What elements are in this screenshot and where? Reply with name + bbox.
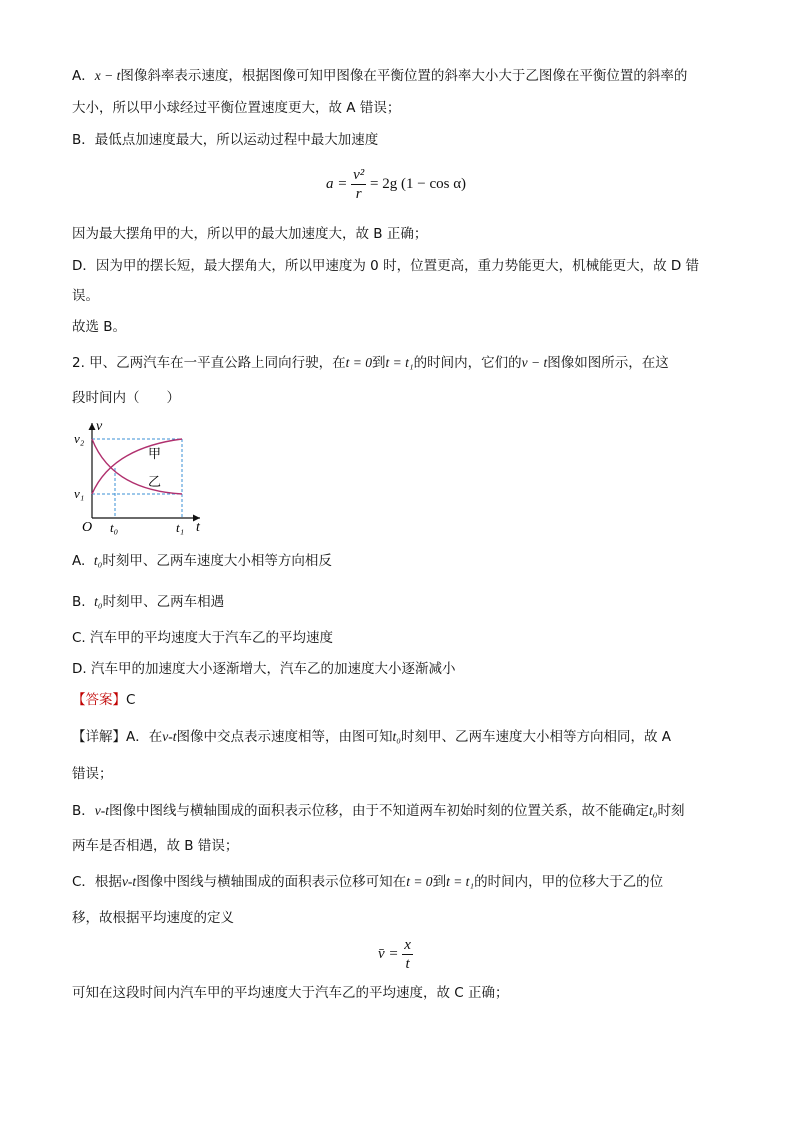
detail-a-text-b: 图像中交点表示速度相等，由图可知 [176,729,393,745]
option-a [72,551,332,571]
option-d-text: 汽车甲的加速度大小逐渐增大，汽车乙的加速度大小逐渐减小 [90,661,456,677]
avg-formula-denominator: t [405,956,410,972]
avg-formula-lhs: v̄ = [378,945,399,962]
formula-numerator: v² [353,167,365,183]
detail-c-text-a: C．根据 [72,874,122,890]
detail-c-text-c: 到 [432,874,447,890]
max-acceleration-formula [326,166,466,203]
avg-formula-fraction [402,936,413,973]
prev-a-text: 图像斜率表示速度，根据图像可知甲图像在平衡位置的斜率大小大于乙图像在平衡位置的斜率的 [120,68,688,84]
curve-jia [92,439,182,494]
option-a-math: t₀ [93,553,103,568]
vt-graph [72,418,212,538]
detail-b-text-a: B． [72,803,95,819]
option-a-text: 时刻甲、乙两车速度大小相等方向相反 [102,553,332,569]
prev-b-line2: 因为最大摆角甲的大，所以甲的最大加速度大，故 B 正确； [72,226,428,242]
t0-label: t₀ [110,520,119,535]
detail-b-math-vt: v-t [94,803,110,818]
detail-b-math-t0: t₀ [649,803,658,818]
formula-lhs: a = [326,175,348,192]
origin-label: O [82,520,93,535]
choose-answer: 故选 B。 [72,319,127,335]
prev-d-line2: 误。 [72,288,99,304]
q2-text-d: 图像如图所示，在这 [547,355,669,371]
prev-b-line1: B．最低点加速度最大，所以运动过程中最大加速度 [72,132,379,148]
q2-math-t1: t = t₁ [385,355,414,370]
option-a-letter: A. [72,553,86,569]
detail-b-line2: 两车是否相遇，故 B 错误； [72,838,239,854]
option-c-text: 汽车甲的平均速度大于汽车乙的平均速度 [90,630,334,646]
prev-a-line1 [72,66,687,86]
q2-text-c: 的时间内，它们的 [413,355,522,371]
detail-c-math-vt: v-t [121,874,137,889]
formula-denominator: r [355,186,362,202]
option-c [72,628,333,648]
option-d [72,659,455,679]
prev-a-math: x − t [94,68,121,83]
detail-c-line3: 可知在这段时间内汽车甲的平均速度大于汽车乙的平均速度，故 C 正确； [72,985,509,1001]
detail-b-line1 [72,801,684,821]
curve-yi-label: 乙 [148,474,162,489]
detail-c-text-b: 图像中图线与横轴围成的面积表示位移可知在 [136,874,407,890]
q2-math-vt: v − t [521,355,548,370]
prev-a-label: A． [72,68,95,84]
detail-c-line1 [72,872,663,892]
option-b-letter: B. [72,594,86,610]
q2-text-b: 到 [372,355,386,371]
formula-rhs: = 2g (1 − cos α) [370,175,467,192]
prev-d-line1: D．因为甲的摆长短，最大摆角大，所以甲速度为 0 时，位置更高，重力势能更大，机械能更大，故 D 错 [72,258,700,274]
v2-label: v₂ [74,431,85,446]
question-2-line2: 段时间内（ ） [72,390,180,406]
option-c-letter: C. [72,630,86,646]
detail-b-text-c: 时刻 [657,803,685,819]
avg-formula-numerator: x [404,937,411,953]
detail-a-text-a: A．在 [126,729,163,745]
v1-label: v₁ [74,486,85,501]
answer-tag: 【答案】 [72,692,126,708]
option-b-math: t₀ [94,594,103,609]
t-axis-label: t [196,520,200,535]
detail-c-text-d: 的时间内，甲的位移大于乙的位 [474,874,664,890]
v-axis-label: v [96,419,103,434]
option-b [72,592,224,612]
prev-a-line2: 大小，所以甲小球经过平衡位置速度更大，故 A 错误； [72,100,401,116]
detail-b-text-b: 图像中图线与横轴围成的面积表示位移，由于不知道两车初始时刻的位置关系，故不能确定 [109,803,650,819]
q2-math-t0: t = 0 [345,355,373,370]
detail-c-math-t0: t = 0 [406,874,433,889]
detail-c-math-t1: t = t₁ [446,874,475,889]
formula-fraction [351,166,366,203]
question-2-line1 [72,353,669,373]
detail-a-line2: 错误； [72,766,113,782]
q2-text-a: 2. 甲、乙两汽车在一平直公路上同向行驶，在 [72,355,346,371]
answer-value: C [126,692,136,708]
detail-a-math-vt: v-t [162,729,177,744]
detail-a-line1 [72,727,671,747]
t1-label: t₁ [176,520,185,535]
option-b-text: 时刻甲、乙两车相遇 [102,594,225,610]
detail-tag: 【详解】 [72,729,126,745]
detail-c-line2: 移，故根据平均速度的定义 [72,910,234,926]
option-d-letter: D. [72,661,87,677]
average-velocity-formula [378,936,413,973]
curve-jia-label: 甲 [148,446,162,461]
curve-yi [92,439,182,494]
detail-a-text-c: 时刻甲、乙两车速度大小相等方向相同，故 A [400,729,671,745]
detail-a-math-t0: t₀ [392,729,401,744]
answer-line [72,690,135,710]
